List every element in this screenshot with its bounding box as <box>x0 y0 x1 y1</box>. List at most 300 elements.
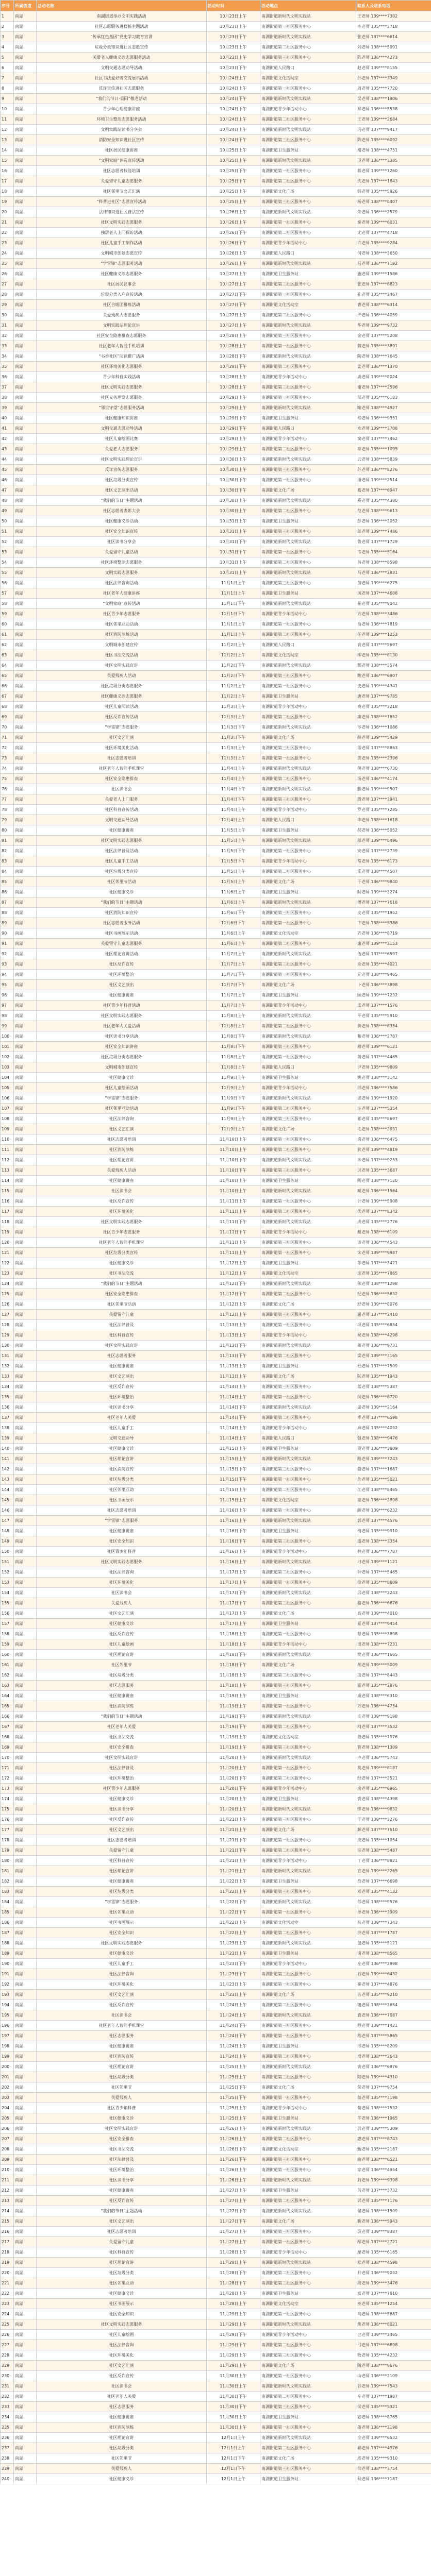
cell-location: 南湖街道文化广场 <box>260 1371 356 1382</box>
cell-contact: 凌老师 137****8443 <box>356 1670 431 1681</box>
cell-index: 194 <box>1 2000 14 2010</box>
cell-street: 南湖 <box>14 1413 37 1423</box>
cell-activity: 独居老人上门探访活动 <box>37 228 207 238</box>
cell-time: 11月14日下午 <box>207 1413 260 1423</box>
cell-location: 南湖街道第三社区服务中心 <box>260 1238 356 1248</box>
cell-street: 南湖 <box>14 2443 37 2453</box>
cell-contact: 顾老师 139****7232 <box>356 990 431 1001</box>
cell-street: 南湖 <box>14 2433 37 2443</box>
table-row <box>1 11 431 22</box>
table-row <box>1 1753 431 1763</box>
cell-index: 20 <box>1 207 14 217</box>
cell-time: 10月23日下午 <box>207 63 260 73</box>
cell-location: 南湖街道新时代文明实践站 <box>260 94 356 104</box>
cell-activity: 社区文艺汇演 <box>37 1124 207 1134</box>
cell-contact: 薛老师 139****5429 <box>356 733 431 743</box>
cell-activity: 社区安全隐患排查 <box>37 774 207 784</box>
table-row <box>1 1948 431 1959</box>
table-row <box>1 1773 431 1784</box>
cell-index: 203 <box>1 2093 14 2103</box>
cell-location: 南湖街道第二社区服务中心 <box>260 2196 356 2206</box>
cell-index: 112 <box>1 1155 14 1165</box>
cell-location: 南湖街道卫生服务站 <box>260 269 356 279</box>
header-row <box>1 1 431 11</box>
cell-location: 南湖街道青少年活动中心 <box>260 1639 356 1650</box>
cell-time: 10月23日上午 <box>207 11 260 22</box>
cell-contact: 娄老师 137****1687 <box>356 1464 431 1475</box>
table-row <box>1 990 431 1001</box>
cell-location: 南湖街道第三社区服务中心 <box>260 2072 356 2082</box>
cell-index: 144 <box>1 1485 14 1495</box>
cell-activity: 社区志愿服务 <box>37 2031 207 2041</box>
cell-location: 南湖街道第一社区服务中心 <box>260 1475 356 1485</box>
cell-location: 南湖街道第一社区服务中心 <box>260 1392 356 1402</box>
cell-location: 南湖街道卫生服务站 <box>260 1526 356 1536</box>
cell-contact: 蒋老师 139****7260 <box>356 166 431 176</box>
cell-index: 238 <box>1 2453 14 2464</box>
cell-street: 南湖 <box>14 382 37 393</box>
table-row <box>1 2371 431 2381</box>
cell-time: 11月17日上午 <box>207 1578 260 1588</box>
cell-activity: 社区垃圾分类 <box>37 1887 207 1897</box>
cell-contact: 孔老师 135****2467 <box>356 290 431 300</box>
cell-time: 11月23日下午 <box>207 1959 260 1969</box>
cell-street: 南湖 <box>14 609 37 619</box>
cell-street: 南湖 <box>14 1423 37 1433</box>
cell-activity: 社区读书会 <box>37 784 207 794</box>
table-row <box>1 1526 431 1536</box>
cell-location: 南湖街道第二社区服务中心 <box>260 1413 356 1423</box>
table-row <box>1 867 431 877</box>
header-cell-activity: 活动名称 <box>37 1 207 11</box>
cell-activity: 社区文艺演出活动 <box>37 485 207 496</box>
cell-time: 11月18日下午 <box>207 1660 260 1670</box>
cell-index: 127 <box>1 1310 14 1320</box>
cell-location: 南湖街道第二社区服务中心 <box>260 2443 356 2453</box>
table-row <box>1 1505 431 1516</box>
cell-street: 南湖 <box>14 1835 37 1845</box>
cell-street: 南湖 <box>14 743 37 753</box>
cell-time: 11月30日上午 <box>207 2412 260 2422</box>
cell-contact: 元老师 138****9465 <box>356 970 431 980</box>
cell-time: 11月21日上午 <box>207 1866 260 1876</box>
cell-street: 南湖 <box>14 1289 37 1299</box>
cell-time: 11月14日上午 <box>207 1382 260 1392</box>
cell-time: 11月27日上午 <box>207 2185 260 2196</box>
table-row <box>1 2268 431 2278</box>
cell-time: 11月24日下午 <box>207 2031 260 2041</box>
cell-street: 南湖 <box>14 1052 37 1062</box>
cell-street: 南湖 <box>14 83 37 94</box>
cell-street: 南湖 <box>14 1608 37 1619</box>
cell-activity: 社区垃圾分类 <box>37 2072 207 2082</box>
cell-activity: 社区健康义诊 <box>37 1794 207 1804</box>
cell-contact: 赵老师 139****8155 <box>356 63 431 73</box>
cell-activity: 社区居民议事会 <box>37 279 207 290</box>
cell-index: 15 <box>1 156 14 166</box>
cell-contact: 郗老师 137****4976 <box>356 2443 431 2453</box>
cell-index: 117 <box>1 1207 14 1217</box>
table-row <box>1 681 431 691</box>
cell-contact: 樊老师 136****1665 <box>356 1650 431 1660</box>
cell-location: 南湖街道新时代文明实践站 <box>260 1516 356 1526</box>
cell-time: 11月25日上午 <box>207 2072 260 2082</box>
cell-time: 11月7日下午 <box>207 970 260 980</box>
table-row <box>1 2381 431 2392</box>
cell-time: 10月28日上午 <box>207 382 260 393</box>
cell-index: 171 <box>1 1763 14 1773</box>
cell-time: 11月26日上午 <box>207 2134 260 2144</box>
cell-location: 南湖街道第二社区服务中心 <box>260 1289 356 1299</box>
cell-index: 109 <box>1 1124 14 1134</box>
cell-contact: 褚老师 138****4751 <box>356 145 431 156</box>
cell-time: 10月28日上午 <box>207 331 260 341</box>
cell-activity: 社区青少年科普 <box>37 2103 207 2113</box>
cell-time: 11月27日上午 <box>207 2237 260 2247</box>
cell-street: 南湖 <box>14 1928 37 1938</box>
cell-index: 98 <box>1 1011 14 1021</box>
cell-street: 南湖 <box>14 1186 37 1196</box>
table-row <box>1 248 431 259</box>
cell-street: 南湖 <box>14 2247 37 2258</box>
cell-contact: 罗老师 135****7285 <box>356 805 431 815</box>
table-row <box>1 444 431 454</box>
cell-index: 155 <box>1 1598 14 1608</box>
cell-activity: 社区健康义诊 <box>37 2113 207 2124</box>
cell-activity: 社区读书分享 <box>37 1402 207 1413</box>
cell-activity: 社区健康义诊 <box>37 1444 207 1454</box>
cell-index: 5 <box>1 53 14 63</box>
cell-street: 南湖 <box>14 547 37 557</box>
cell-activity: 社区法律普及 <box>37 2155 207 2165</box>
cell-street: 南湖 <box>14 1536 37 1547</box>
cell-activity: 关爱留守儿童志愿服务 <box>37 939 207 949</box>
cell-time: 11月4日上午 <box>207 815 260 825</box>
cell-index: 204 <box>1 2103 14 2113</box>
cell-contact: 康老师 139****2153 <box>356 939 431 949</box>
cell-time: 10月27日下午 <box>207 290 260 300</box>
cell-street: 南湖 <box>14 702 37 712</box>
cell-street: 南湖 <box>14 1382 37 1392</box>
cell-activity: 青少年心理健康讲座 <box>37 104 207 114</box>
cell-location: 南湖街道第二社区服务中心 <box>260 1670 356 1681</box>
cell-location: 南湖街道第三社区服务中心 <box>260 1598 356 1608</box>
cell-street: 南湖 <box>14 805 37 815</box>
cell-time: 11月27日上午 <box>207 2227 260 2237</box>
cell-index: 146 <box>1 1505 14 1516</box>
cell-street: 南湖 <box>14 2381 37 2392</box>
cell-index: 134 <box>1 1382 14 1392</box>
table-row <box>1 846 431 856</box>
cell-location: 南湖街道第三社区服务中心 <box>260 908 356 918</box>
cell-time: 10月31日上午 <box>207 527 260 537</box>
cell-contact: 席老师 139****2164 <box>356 1402 431 1413</box>
table-row <box>1 176 431 187</box>
cell-location: 南湖街道文化活动室 <box>260 1268 356 1279</box>
cell-activity: 社区垃圾分类志愿服务 <box>37 1052 207 1062</box>
cell-activity: 社区书法交流 <box>37 1268 207 1279</box>
cell-time: 11月11日上午 <box>207 1238 260 1248</box>
table-row <box>1 331 431 341</box>
cell-activity: 关爱残疾人志愿服务 <box>37 310 207 320</box>
cell-location: 南湖街道新时代文明实践站 <box>260 2062 356 2072</box>
table-row <box>1 1124 431 1134</box>
cell-activity: 社区书画展示活动 <box>37 928 207 939</box>
cell-street: 南湖 <box>14 1825 37 1835</box>
cell-index: 229 <box>1 2361 14 2371</box>
cell-contact: 房老师 135****6965 <box>356 1784 431 1794</box>
cell-index: 187 <box>1 1928 14 1938</box>
cell-index: 88 <box>1 908 14 918</box>
cell-contact: 岑老师 136****1086 <box>356 722 431 733</box>
table-row <box>1 1186 431 1196</box>
cell-time: 11月17日下午 <box>207 1588 260 1598</box>
table-row <box>1 351 431 362</box>
cell-time: 10月27日下午 <box>207 300 260 310</box>
cell-index: 118 <box>1 1217 14 1227</box>
cell-street: 南湖 <box>14 197 37 207</box>
cell-street: 南湖 <box>14 2299 37 2309</box>
cell-activity: 社区文明实践宣讲 <box>37 1341 207 1351</box>
table-row <box>1 2093 431 2103</box>
cell-street: 南湖 <box>14 1341 37 1351</box>
cell-time: 11月8日下午 <box>207 1042 260 1052</box>
table-row <box>1 1629 431 1639</box>
cell-index: 110 <box>1 1134 14 1145</box>
cell-index: 39 <box>1 403 14 413</box>
cell-location: 南湖街道第一社区服务中心 <box>260 217 356 228</box>
cell-location: 南湖街道卫生服务站 <box>260 145 356 156</box>
table-row <box>1 310 431 320</box>
cell-time: 10月24日下午 <box>207 94 260 104</box>
cell-contact: 范老师 138****9613 <box>356 506 431 516</box>
cell-street: 南湖 <box>14 1207 37 1217</box>
cell-index: 151 <box>1 1557 14 1567</box>
cell-time: 10月25日上午 <box>207 187 260 197</box>
cell-index: 163 <box>1 1681 14 1691</box>
cell-activity: 青少年科普实践活动 <box>37 372 207 382</box>
cell-contact: 盛老师 138****3354 <box>356 1536 431 1547</box>
cell-index: 221 <box>1 2278 14 2289</box>
cell-activity: 社区邻里节活动 <box>37 1299 207 1310</box>
cell-location: 南湖街道第三社区服务中心 <box>260 1165 356 1176</box>
cell-index: 25 <box>1 259 14 269</box>
cell-location: 南湖街道第一社区服务中心 <box>260 1320 356 1330</box>
cell-time: 10月30日下午 <box>207 485 260 496</box>
cell-contact: 宓老师 138****8765 <box>356 2412 431 2422</box>
cell-time: 11月6日下午 <box>207 918 260 928</box>
cell-activity: 社区消防宣传 <box>37 1464 207 1475</box>
table-row <box>1 660 431 671</box>
cell-activity: 社区志愿服务 <box>37 2402 207 2412</box>
cell-activity: “传承红色基因”党史学习教育宣讲 <box>37 32 207 42</box>
cell-activity: 关爱老人志愿服务 <box>37 444 207 454</box>
cell-time: 11月5日上午 <box>207 867 260 877</box>
table-row <box>1 1227 431 1238</box>
cell-street: 南湖 <box>14 63 37 73</box>
cell-location: 南湖街道第二社区服务中心 <box>260 42 356 53</box>
cell-activity: 社区志愿者培训 <box>37 1835 207 1845</box>
cell-time: 10月25日上午 <box>207 156 260 166</box>
table-row <box>1 1031 431 1042</box>
cell-activity: 社区志愿者服务活动 <box>37 918 207 928</box>
cell-contact: 曹老师 138****6314 <box>356 300 431 310</box>
cell-location: 南湖街道卫生服务站 <box>260 825 356 836</box>
cell-time: 11月24日上午 <box>207 2010 260 2021</box>
table-row <box>1 2227 431 2237</box>
cell-street: 南湖 <box>14 2361 37 2371</box>
cell-index: 100 <box>1 1031 14 1042</box>
cell-street: 南湖 <box>14 784 37 794</box>
table-row <box>1 1711 431 1722</box>
cell-contact: 臧老师 136****1564 <box>356 1186 431 1196</box>
cell-activity: 社区读书分享 <box>37 2175 207 2185</box>
cell-contact: 骆老师 136****6676 <box>356 1598 431 1608</box>
cell-activity: 社区文明实践志愿服务 <box>37 1217 207 1227</box>
cell-index: 114 <box>1 1176 14 1186</box>
cell-time: 11月19日上午 <box>207 1732 260 1742</box>
cell-location: 南湖街道新时代文明实践站 <box>260 2175 356 2185</box>
table-row <box>1 341 431 351</box>
table-row <box>1 2309 431 2319</box>
cell-index: 195 <box>1 2010 14 2021</box>
cell-time: 10月23日上午 <box>207 42 260 53</box>
cell-time: 11月19日上午 <box>207 1691 260 1701</box>
cell-time: 11月15日上午 <box>207 1444 260 1454</box>
table-row <box>1 1464 431 1475</box>
cell-time: 10月25日上午 <box>207 145 260 156</box>
cell-activity: 社区儿童绘画 <box>37 2330 207 2340</box>
cell-time: 11月20日上午 <box>207 1804 260 1815</box>
cell-street: 南湖 <box>14 279 37 290</box>
cell-index: 1 <box>1 11 14 22</box>
cell-time: 11月2日上午 <box>207 640 260 650</box>
cell-street: 南湖 <box>14 2072 37 2082</box>
cell-activity: 社区垃圾分类志愿服务 <box>37 681 207 691</box>
cell-activity: 社区志愿者服务 <box>37 1351 207 1361</box>
cell-street: 南湖 <box>14 1711 37 1722</box>
cell-contact: 奚老师 135****4380 <box>356 496 431 506</box>
table-row <box>1 2072 431 2082</box>
table-row <box>1 2340 431 2350</box>
cell-street: 南湖 <box>14 1918 37 1928</box>
cell-time: 11月16日上午 <box>207 1516 260 1526</box>
cell-time: 11月13日下午 <box>207 1341 260 1351</box>
cell-location: 南湖街道第一社区服务中心 <box>260 1701 356 1711</box>
cell-time: 11月18日上午 <box>207 1629 260 1639</box>
table-row <box>1 2175 431 2185</box>
cell-index: 213 <box>1 2196 14 2206</box>
cell-index: 212 <box>1 2185 14 2196</box>
cell-activity: 社区合唱团排练活动 <box>37 300 207 310</box>
cell-index: 149 <box>1 1536 14 1547</box>
cell-time: 11月28日下午 <box>207 2278 260 2289</box>
cell-activity: 社区文艺演出 <box>37 1825 207 1835</box>
cell-location: 南湖街道第三社区服务中心 <box>260 959 356 970</box>
cell-contact: 章老师 135****1095 <box>356 444 431 454</box>
table-row <box>1 1176 431 1186</box>
cell-activity: 社区消防知识宣传 <box>37 908 207 918</box>
cell-activity: 社区青少年志愿服务 <box>37 1784 207 1794</box>
cell-contact: 童老师 136****2898 <box>356 1495 431 1505</box>
cell-activity: 社区环境美化 <box>37 1207 207 1217</box>
cell-location: 南湖街道新时代文明实践站 <box>260 454 356 465</box>
table-row <box>1 53 431 63</box>
cell-activity: 社区文艺演出 <box>37 1371 207 1382</box>
header-cell-index: 序号 <box>1 1 14 11</box>
cell-location: 南湖街道卫生服务站 <box>260 1176 356 1186</box>
cell-contact: 凤老师 137****4608 <box>356 588 431 599</box>
cell-street: 南湖 <box>14 1104 37 1114</box>
cell-index: 93 <box>1 959 14 970</box>
cell-contact: 危老师 135****5021 <box>356 1475 431 1485</box>
cell-contact: 左老师 136****2998 <box>356 1959 431 1969</box>
cell-street: 南湖 <box>14 1598 37 1608</box>
cell-contact: 应老师 135****1054 <box>356 1835 431 1845</box>
cell-contact: 弓老师 137****6898 <box>356 2340 431 2350</box>
cell-street: 南湖 <box>14 2103 37 2113</box>
cell-activity: 社区邻里节 <box>37 2082 207 2093</box>
table-row <box>1 630 431 640</box>
cell-time: 11月16日上午 <box>207 1505 260 1516</box>
cell-index: 37 <box>1 382 14 393</box>
cell-time: 11月16日下午 <box>207 1526 260 1536</box>
cell-activity: 社区健康讲座 <box>37 2185 207 2196</box>
cell-activity: 社区健康义诊 <box>37 1619 207 1629</box>
cell-time: 10月26日上午 <box>207 259 260 269</box>
cell-index: 143 <box>1 1475 14 1485</box>
cell-index: 129 <box>1 1330 14 1341</box>
table-row <box>1 1382 431 1392</box>
cell-contact: 贾老师 136****3809 <box>356 1444 431 1454</box>
table-row <box>1 1433 431 1444</box>
cell-activity: 社区文明实践志愿服务 <box>37 2319 207 2330</box>
cell-location: 南湖街道青少年活动中心 <box>260 434 356 444</box>
cell-street: 南湖 <box>14 568 37 578</box>
cell-contact: 吕老师 136****7192 <box>356 259 431 269</box>
cell-time: 11月25日下午 <box>207 2093 260 2103</box>
cell-street: 南湖 <box>14 650 37 660</box>
cell-activity: 社区健康义诊 <box>37 2289 207 2299</box>
cell-contact: 蓝老师 138****5387 <box>356 1382 431 1392</box>
cell-street: 南湖 <box>14 1351 37 1361</box>
cell-location: 南湖街道卫生服务站 <box>260 1876 356 1887</box>
cell-location: 南湖街道第三社区服务中心 <box>260 1536 356 1547</box>
cell-activity: 社区环境美化 <box>37 1578 207 1588</box>
cell-index: 128 <box>1 1320 14 1330</box>
cell-street: 南湖 <box>14 2412 37 2422</box>
cell-location: 南湖街道新时代文明实践站 <box>260 156 356 166</box>
table-row <box>1 1454 431 1464</box>
cell-location: 南湖街道卫生服务站 <box>260 516 356 527</box>
cell-index: 96 <box>1 990 14 1001</box>
cell-street: 南湖 <box>14 1567 37 1578</box>
cell-contact: 石老师 139****6432 <box>356 1969 431 1979</box>
cell-index: 227 <box>1 2340 14 2350</box>
cell-index: 87 <box>1 897 14 908</box>
cell-time: 11月20日上午 <box>207 1794 260 1804</box>
cell-street: 南湖 <box>14 516 37 527</box>
table-row <box>1 1856 431 1866</box>
cell-location: 南湖街道第一社区服务中心 <box>260 1835 356 1845</box>
cell-street: 南湖 <box>14 1454 37 1464</box>
cell-time: 11月13日上午 <box>207 1361 260 1371</box>
cell-contact: 余老师 135****4021 <box>356 959 431 970</box>
cell-index: 236 <box>1 2433 14 2443</box>
cell-street: 南湖 <box>14 2216 37 2227</box>
cell-index: 132 <box>1 1361 14 1371</box>
cell-location: 南湖街道文化广场 <box>260 1825 356 1835</box>
